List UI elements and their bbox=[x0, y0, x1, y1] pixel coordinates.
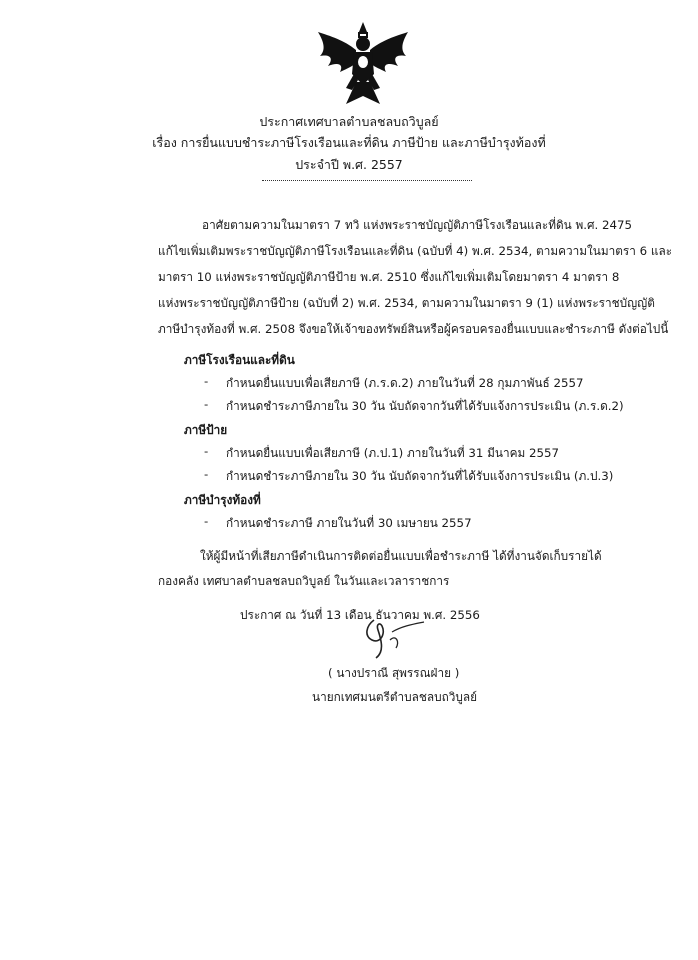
section-item: กำหนดชำระภาษีภายใน 30 วัน นับถัดจากวันที่ได้รับแจ้งการประเมิน (ภ.ป.3) bbox=[226, 469, 614, 483]
bullet-dash: - bbox=[204, 374, 209, 388]
notice-year: ประจำปี พ.ศ. 2557 bbox=[295, 157, 403, 172]
divider bbox=[262, 180, 472, 181]
section-item: กำหนดยื่นแบบเพื่อเสียภาษี (ภ.ป.1) ภายในวันที่ 31 มีนาคม 2557 bbox=[226, 446, 560, 460]
signer-name: ( นางปราณี สุพรรณฝ่าย ) bbox=[328, 666, 460, 680]
announcement-date: ประกาศ ณ วันที่ 13 เดือน ธันวาคม พ.ศ. 2556 bbox=[240, 608, 480, 622]
section-item: กำหนดชำระภาษีภายใน 30 วัน นับถัดจากวันที่ได้รับแจ้งการประเมิน (ภ.ร.ด.2) bbox=[226, 399, 624, 413]
section-title: ภาษีโรงเรือนและที่ดิน bbox=[184, 353, 295, 367]
bullet-dash: - bbox=[204, 467, 209, 481]
intro-line: แก้ไขเพิ่มเติมพระราชบัญญัติภาษีโรงเรือนและที่ดิน (ฉบับที่ 4) พ.ศ. 2534, ตามความในมาตรา 6 และ bbox=[158, 244, 673, 258]
intro-line: ภาษีบำรุงท้องที่ พ.ศ. 2508 จึงขอให้เจ้าของทรัพย์สินหรือผู้ครอบครองยื่นแบบและชำระภาษี ดังต่อไปนี้ bbox=[158, 322, 669, 336]
bullet-dash: - bbox=[204, 397, 209, 411]
notice-subject: เรื่อง การยื่นแบบชำระภาษีโรงเรือนและที่ดิน ภาษีป้าย และภาษีบำรุงท้องที่ bbox=[152, 135, 546, 150]
intro-line: แห่งพระราชบัญญัติภาษีป้าย (ฉบับที่ 2) พ.ศ. 2534, ตามความในมาตรา 9 (1) แห่งพระราชบัญญัติ bbox=[158, 296, 655, 310]
section-title: ภาษีป้าย bbox=[184, 423, 228, 437]
bullet-dash: - bbox=[204, 444, 209, 458]
intro-line: อาศัยตามความในมาตรา 7 ทวิ แห่งพระราชบัญญัติภาษีโรงเรือนและที่ดิน พ.ศ. 2475 bbox=[202, 218, 632, 232]
section-item: กำหนดชำระภาษี ภายในวันที่ 30 เมษายน 2557 bbox=[226, 516, 472, 530]
signer-title: นายกเทศมนตรีตำบลชลบถวิบูลย์ bbox=[312, 690, 478, 704]
bullet-dash: - bbox=[204, 514, 209, 528]
signature-icon bbox=[352, 612, 432, 662]
intro-line: มาตรา 10 แห่งพระราชบัญญัติภาษีป้าย พ.ศ. 2510 ซึ่งแก้ไขเพิ่มเติมโดยมาตรา 4 มาตรา 8 bbox=[158, 270, 620, 284]
section-item: กำหนดยื่นแบบเพื่อเสียภาษี (ภ.ร.ด.2) ภายในวันที่ 28 กุมภาพันธ์ 2557 bbox=[226, 376, 584, 390]
closing-line: กองคลัง เทศบาลตำบลชลบถวิบูลย์ ในวันและเวลาราชการ bbox=[158, 574, 450, 588]
closing-line: ให้ผู้มีหน้าที่เสียภาษีดำเนินการติดต่อยื่นแบบเพื่อชำระภาษี ได้ที่งานจัดเก็บรายได้ bbox=[200, 549, 602, 563]
garuda-emblem-icon bbox=[316, 22, 410, 108]
notice-issuer: ประกาศเทศบาลตำบลชลบถวิบูลย์ bbox=[259, 114, 439, 129]
section-title: ภาษีบำรุงท้องที่ bbox=[184, 493, 261, 507]
